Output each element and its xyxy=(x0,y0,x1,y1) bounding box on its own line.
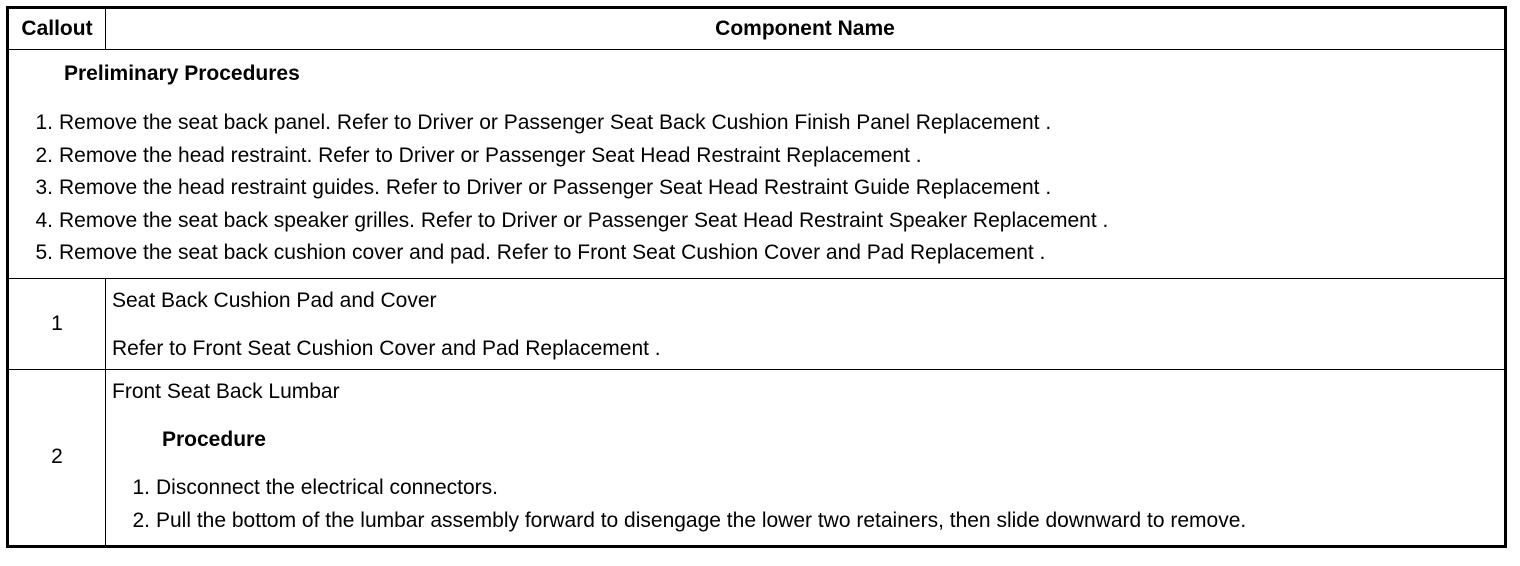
component-name: Front Seat Back Lumbar xyxy=(112,379,340,403)
callout-number: 2 xyxy=(8,369,106,546)
procedure-title: Procedure xyxy=(162,428,266,452)
table-row xyxy=(8,278,1506,369)
table-header-row xyxy=(8,8,1506,50)
list-item xyxy=(9,237,1504,270)
preliminary-steps xyxy=(9,107,1504,270)
step-number: 3. xyxy=(35,176,53,200)
step-text: Remove the seat back speaker grilles. Refer to Driver or Passenger Seat Head Restraint Speaker Replacement . xyxy=(59,208,1109,232)
step-text: Pull the bottom of the lumbar assembly forward to disengage the lower two retainers, then slide downward to remove. xyxy=(156,508,1247,532)
component-note: Refer to Front Seat Cushion Cover and Pad Replacement . xyxy=(112,336,661,360)
document xyxy=(6,6,1507,548)
list-item xyxy=(9,172,1504,205)
list-item xyxy=(9,107,1504,140)
component-cell xyxy=(106,369,1506,546)
procedure-steps xyxy=(112,472,1504,537)
header-component-name: Component Name xyxy=(106,8,1506,50)
table-row xyxy=(8,369,1506,546)
step-number: 4. xyxy=(35,208,53,232)
step-text: Remove the seat back cushion cover and pad. Refer to Front Seat Cushion Cover and Pad Replacement . xyxy=(59,241,1046,265)
step-number: 1. xyxy=(35,111,53,135)
step-text: Disconnect the electrical connectors. xyxy=(156,476,498,500)
step-number: 2. xyxy=(35,143,53,167)
list-item xyxy=(112,472,1504,505)
component-table xyxy=(6,6,1507,548)
step-text: Remove the head restraint. Refer to Driver or Passenger Seat Head Restraint Replacement . xyxy=(59,143,922,167)
step-number: 5. xyxy=(35,241,53,265)
step-number: 2. xyxy=(132,508,150,532)
component-name: Seat Back Cushion Pad and Cover xyxy=(112,288,437,312)
list-item xyxy=(9,205,1504,238)
list-item xyxy=(9,140,1504,173)
preliminary-cell xyxy=(8,50,1506,279)
component-cell xyxy=(106,278,1506,369)
step-text: Remove the head restraint guides. Refer to Driver or Passenger Seat Head Restraint Guide Replacement . xyxy=(59,176,1052,200)
header-callout: Callout xyxy=(8,8,106,50)
preliminary-title: Preliminary Procedures xyxy=(64,62,300,85)
callout-number: 1 xyxy=(8,278,106,369)
list-item xyxy=(112,505,1504,538)
preliminary-row xyxy=(8,50,1506,279)
step-number: 1. xyxy=(132,476,150,500)
step-text: Remove the seat back panel. Refer to Driver or Passenger Seat Back Cushion Finish Panel Replacement . xyxy=(59,111,1052,135)
